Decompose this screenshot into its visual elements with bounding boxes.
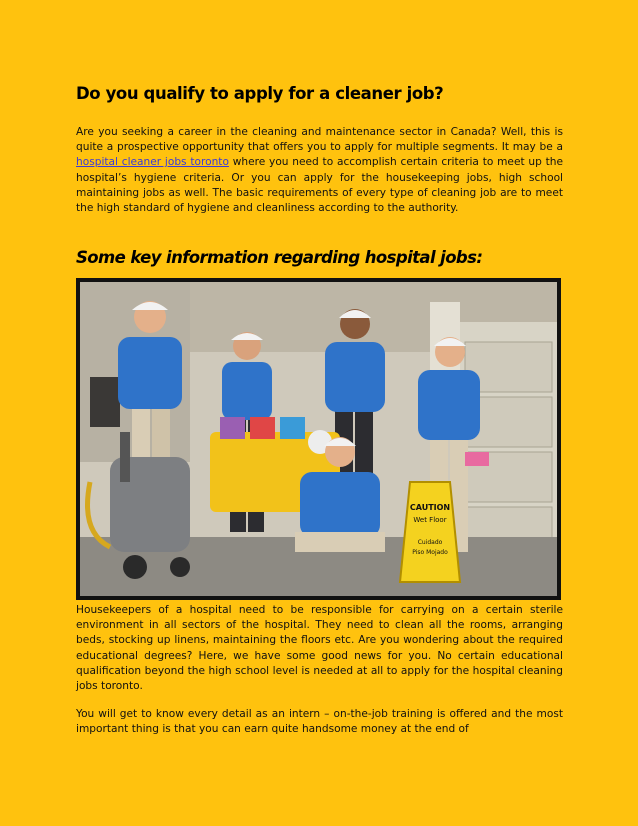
intro-text-start: Are you seeking a career in the cleaning and maintenance sector in Canada? Well, this is quite a prospective opportunity that offers you to apply for multiple segments. It may be a [76, 126, 563, 154]
cleaning-team-photo [76, 278, 561, 600]
intern-paragraph: You will get to know every detail as an intern – on-the-job training is offered and the most important thing is that you can earn quite handsome money at the end of [76, 708, 563, 736]
intro-text-end: where you need to accomplish certain criteria to meet up the hospital’s hygiene criteria. Or you can apply for the housekeeping jobs, high school maintaining jobs as well. The basic requirements of every type of cleaning job are to meet the high standard of hygiene and cleanliness according to the authority. [76, 156, 564, 215]
intro-paragraph [76, 125, 563, 216]
sign-caution: CAUTION [409, 503, 451, 512]
sign-wet-floor: Wet Floor [413, 516, 447, 524]
sign-piso-mojado: Piso Mojado [412, 549, 448, 556]
heading-qualify: Do you qualify to apply for a cleaner job? [76, 84, 444, 103]
heading-key-info: Some key information regarding hospital jobs: [76, 248, 483, 267]
housekeepers-paragraph: Housekeepers of a hospital need to be responsible for carrying on a certain sterile environment in all sectors of the hospital. They need to clean all the rooms, arranging beds, stocking up linens, maintaining the floors etc. Are you wondering about the required educational degrees? Here, we have some good news for you. No certain educational qualification beyond the high school level is needed at all to apply for the hospital cleaning jobs toronto. [76, 604, 563, 693]
hospital-cleaner-jobs-link[interactable]: hospital cleaner jobs toronto [76, 156, 229, 169]
sign-cuidado: Cuidado [417, 539, 443, 546]
photo-illustration [80, 282, 557, 596]
